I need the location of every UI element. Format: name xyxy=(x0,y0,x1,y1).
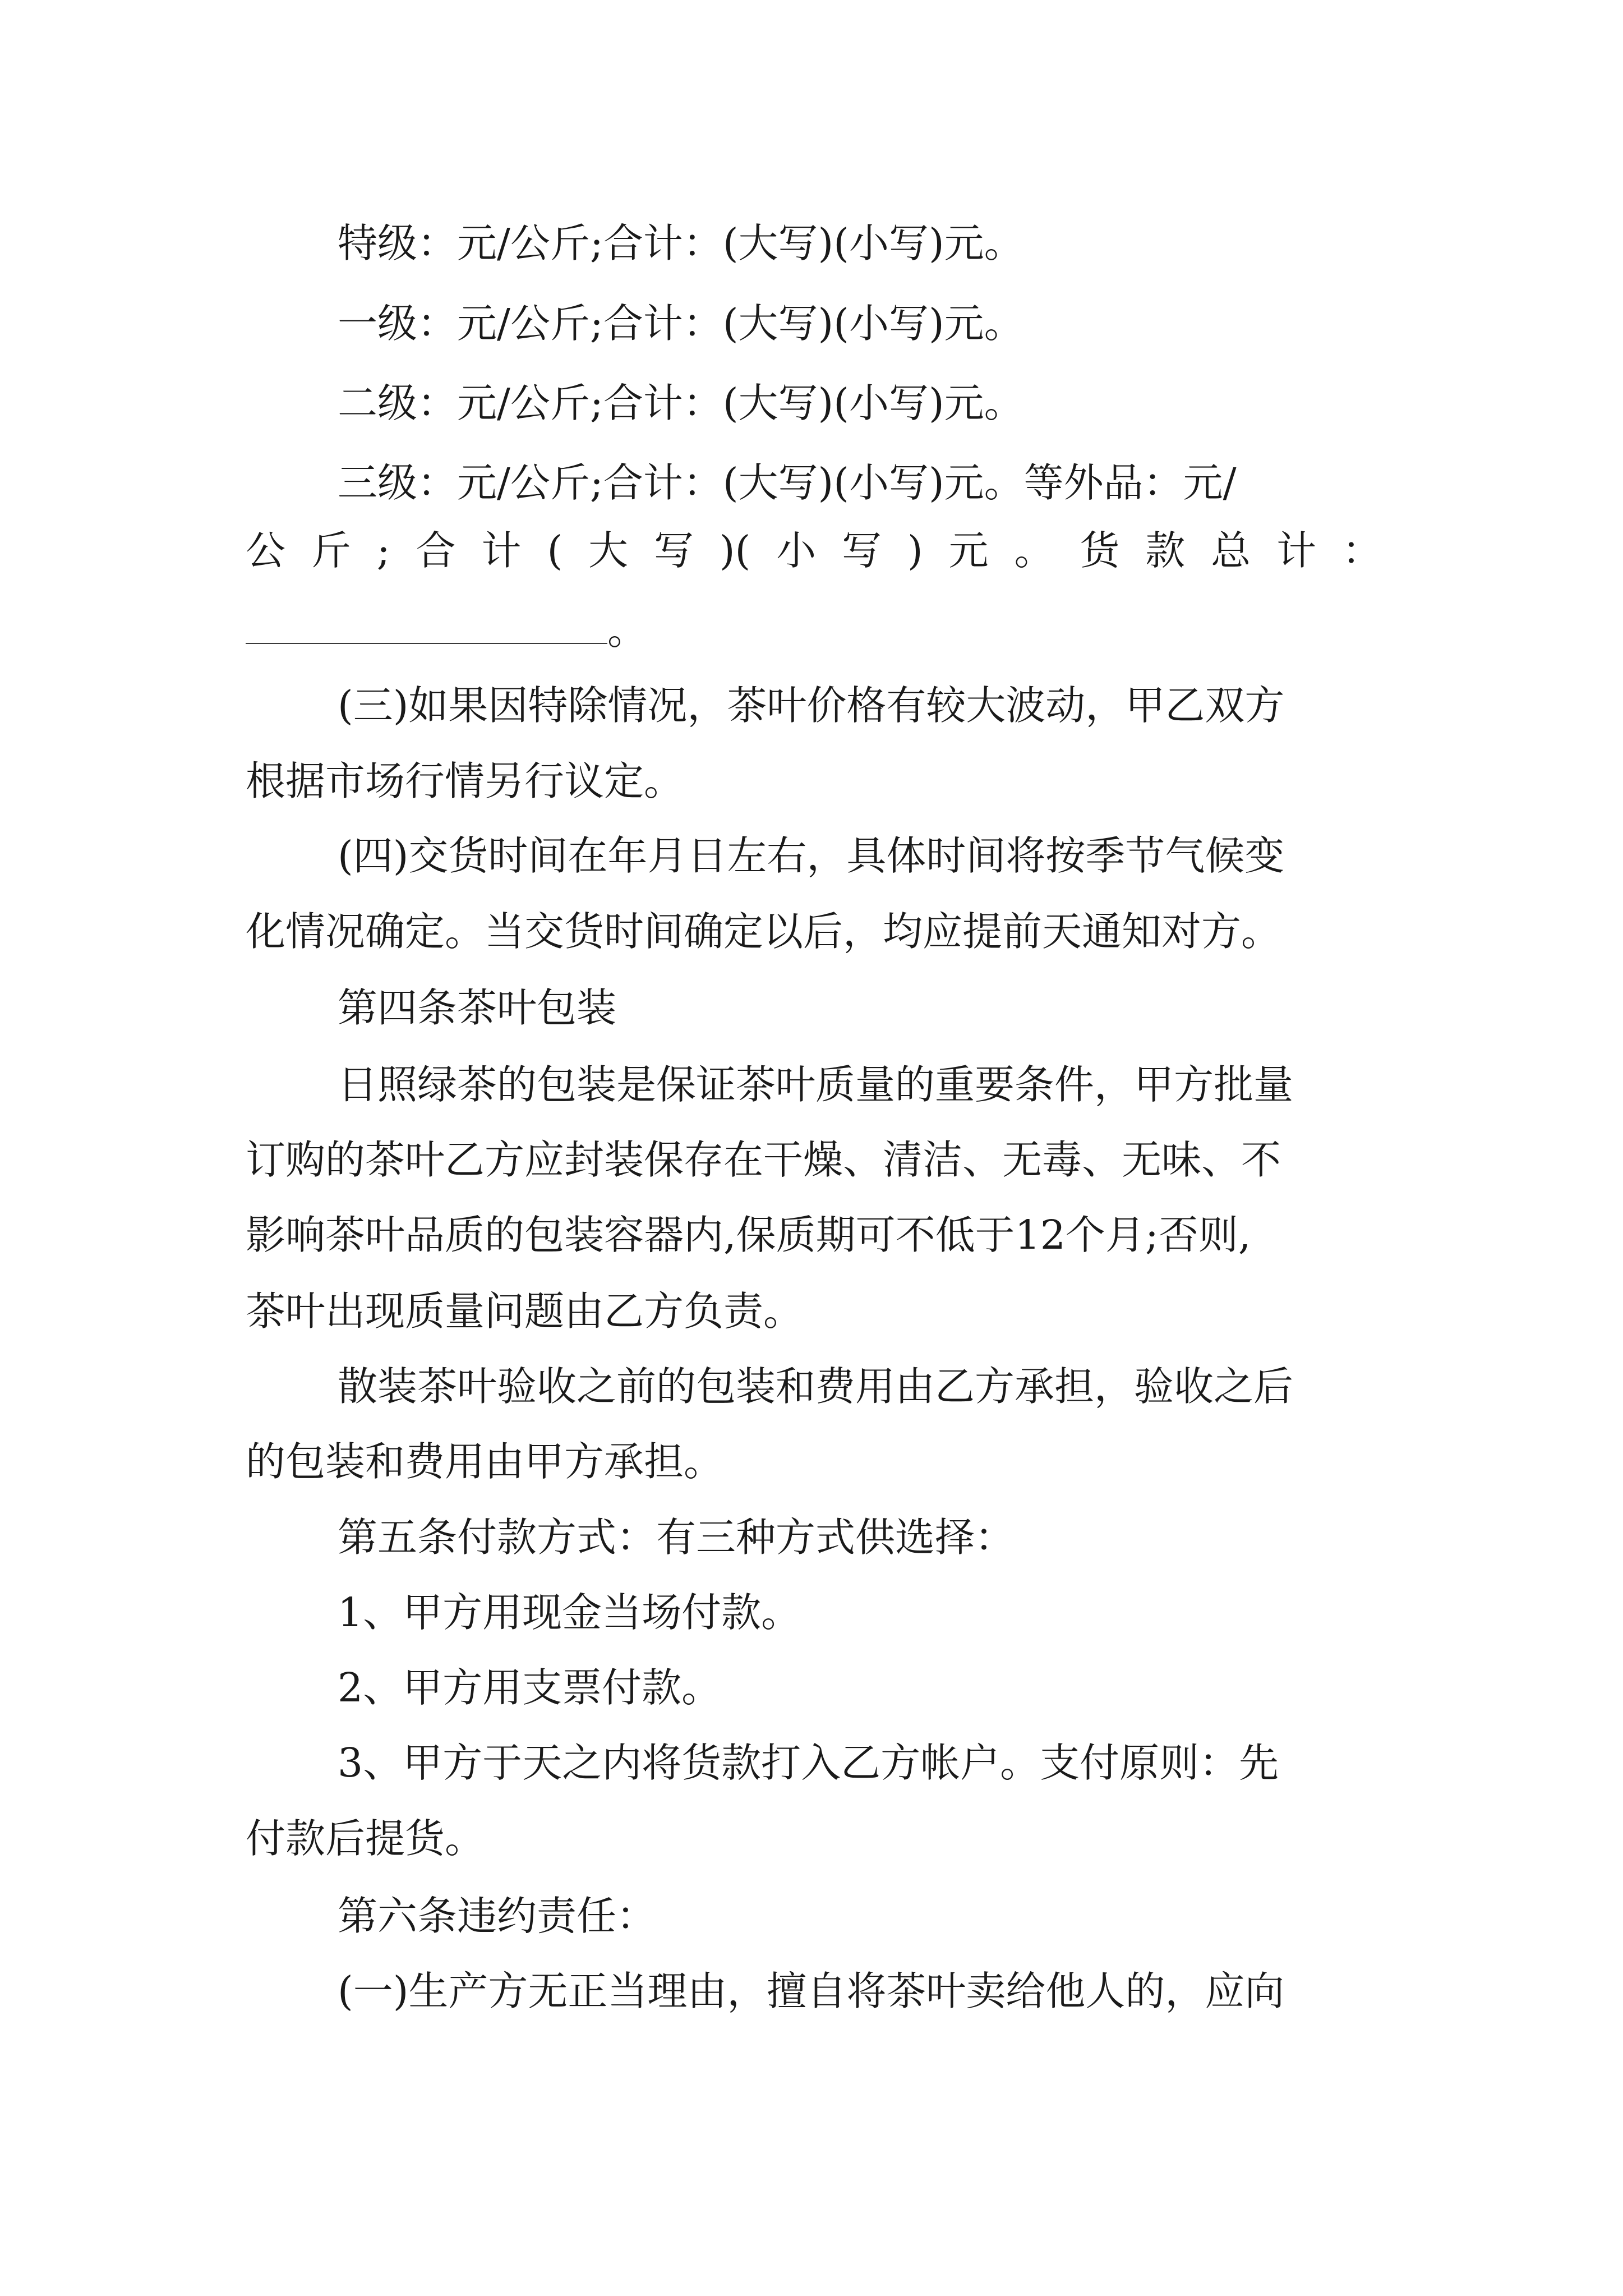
blank-underline xyxy=(246,608,607,644)
price-line-third-grade: 三级：元/公斤;合计：(大写)(小写)元。等外品：元/ xyxy=(338,459,1237,506)
payment-option-1: 1、甲方用现金当场付款。 xyxy=(338,1589,801,1636)
bulk-packaging-line-2: 的包装和费用由甲方承担。 xyxy=(246,1438,724,1485)
clause-4-line-1: (四)交货时间在年月日左右，具体时间将按季节气候变 xyxy=(338,832,1285,879)
packaging-line-3: 影响茶叶品质的包装容器内,保质期可不低于12个月;否则, xyxy=(246,1212,1251,1258)
article-5-heading: 第五条付款方式：有三种方式供选择： xyxy=(338,1514,1015,1561)
price-line-second-grade: 二级：元/公斤;合计：(大写)(小写)元。 xyxy=(338,380,1024,426)
payment-option-3-line-2: 付款后提货。 xyxy=(246,1815,485,1862)
total-fill-line xyxy=(246,604,647,657)
liability-clause-1-line-1: (一)生产方无正当理由，擅自将茶叶卖给他人的，应向 xyxy=(338,1968,1285,2014)
bulk-packaging-line-1: 散装茶叶验收之前的包装和费用由乙方承担，验收之后 xyxy=(338,1363,1294,1410)
packaging-line-2: 订购的茶叶乙方应封装保存在干燥、清洁、无毒、无味、不 xyxy=(246,1137,1281,1183)
price-line-first-grade: 一级：元/公斤;合计：(大写)(小写)元。 xyxy=(338,300,1024,347)
clause-3-line-2: 根据市场行情另行议定。 xyxy=(246,758,684,804)
article-4-heading: 第四条茶叶包装 xyxy=(338,984,617,1031)
price-line-special-grade: 特级：元/公斤;合计：(大写)(小写)元。 xyxy=(338,220,1024,266)
total-fill-period: 。 xyxy=(607,607,648,654)
article-6-heading: 第六条违约责任： xyxy=(338,1893,657,1939)
payment-option-3-line-1: 3、甲方于天之内将货款打入乙方帐户。支付原则：先 xyxy=(338,1740,1279,1786)
clause-4-line-2: 化情况确定。当交货时间确定以后，均应提前天通知对方。 xyxy=(246,908,1281,955)
clause-3-line-1: (三)如果因特除情况，茶叶价格有较大波动，甲乙双方 xyxy=(338,682,1285,729)
payment-option-2: 2、甲方用支票付款。 xyxy=(338,1664,722,1711)
price-line-total-spread: 公斤;合计(大写)(小写)元。货款总计： xyxy=(246,527,1382,574)
packaging-line-1: 日照绿茶的包装是保证茶叶质量的重要条件，甲方批量 xyxy=(338,1061,1294,1108)
packaging-line-4: 茶叶出现质量问题由乙方负责。 xyxy=(246,1288,804,1335)
